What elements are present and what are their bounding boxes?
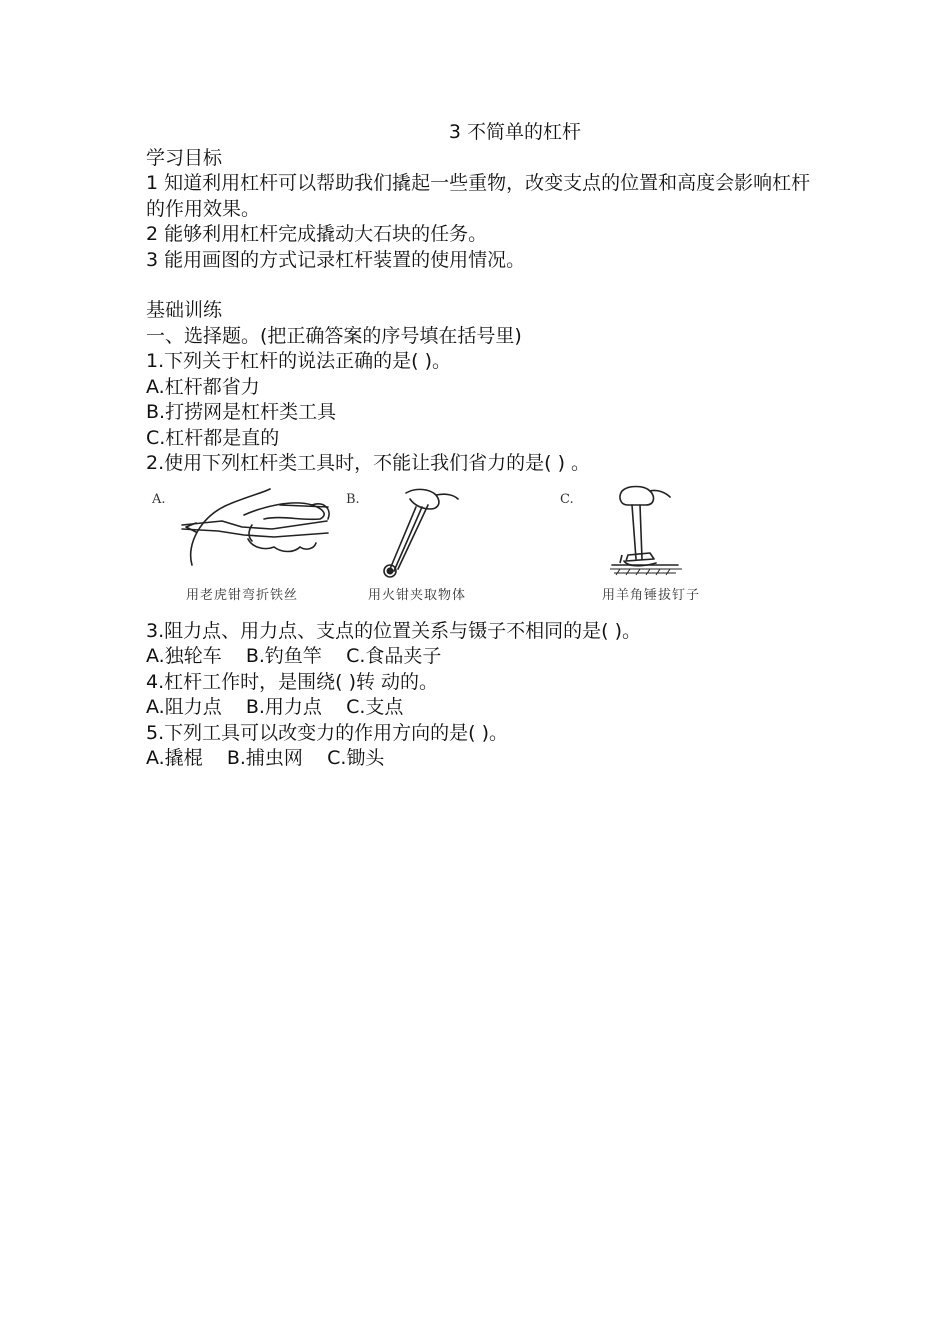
figure-a xyxy=(152,485,342,613)
question-5-stem: 5.下列工具可以改变力的作用方向的是( )。 xyxy=(146,721,508,744)
figure-c-caption: 用羊角锤拔钉子 xyxy=(602,588,701,603)
question-2-figure xyxy=(146,485,826,613)
figure-c xyxy=(558,485,748,613)
page-title: 3 不简单的杠杆 xyxy=(448,121,582,143)
goal-item-2: 2 能够利用杠杆完成撬动大石块的任务。 xyxy=(146,223,488,245)
figure-c-letter: C. xyxy=(560,491,574,507)
pliers-illustration xyxy=(152,485,342,585)
question-3-options: A.独轮车 B.钓鱼竿 C.食品夹子 xyxy=(146,645,442,667)
figure-b xyxy=(346,485,536,613)
figure-a-caption: 用老虎钳弯折铁丝 xyxy=(186,588,299,603)
goal-item-1: 1 知道利用杠杆可以帮助我们撬起一些重物，改变支点的位置和高度会影响杠杆的作用效果。 xyxy=(146,172,811,220)
figure-b-letter: B. xyxy=(346,491,360,507)
goals-heading: 学习目标 xyxy=(146,146,223,169)
figure-b-caption: 用火钳夹取物体 xyxy=(368,588,467,603)
question-5-options: A.撬棍 B.捕虫网 C.锄头 xyxy=(146,747,385,769)
goal-item-3: 3 能用画图的方式记录杠杆装置的使用情况。 xyxy=(146,248,526,271)
figure-a-letter: A. xyxy=(152,491,166,507)
section-heading: 一、选择题。(把正确答案的序号填在括号里) xyxy=(146,324,522,347)
blank-line xyxy=(146,273,826,298)
question-1-option-c: C.杠杆都是直的 xyxy=(146,426,280,449)
question-4-stem: 4.杠杆工作时，是围绕( )转 动的。 xyxy=(146,670,439,693)
tongs-illustration xyxy=(346,485,536,585)
question-4-options: A.阻力点 B.用力点 C.支点 xyxy=(146,696,404,718)
question-1-option-b: B.打捞网是杠杆类工具 xyxy=(146,401,337,423)
question-2-stem: 2.使用下列杠杆类工具时，不能让我们省力的是( ) 。 xyxy=(146,452,591,474)
question-1-option-a: A.杠杆都省力 xyxy=(146,375,260,398)
question-1-stem: 1.下列关于杠杆的说法正确的是( )。 xyxy=(146,350,451,372)
document-body xyxy=(146,120,826,772)
training-heading: 基础训练 xyxy=(146,299,223,321)
hammer-illustration xyxy=(558,485,748,585)
question-3-stem: 3.阻力点、用力点、支点的位置关系与镊子不相同的是( )。 xyxy=(146,619,641,642)
